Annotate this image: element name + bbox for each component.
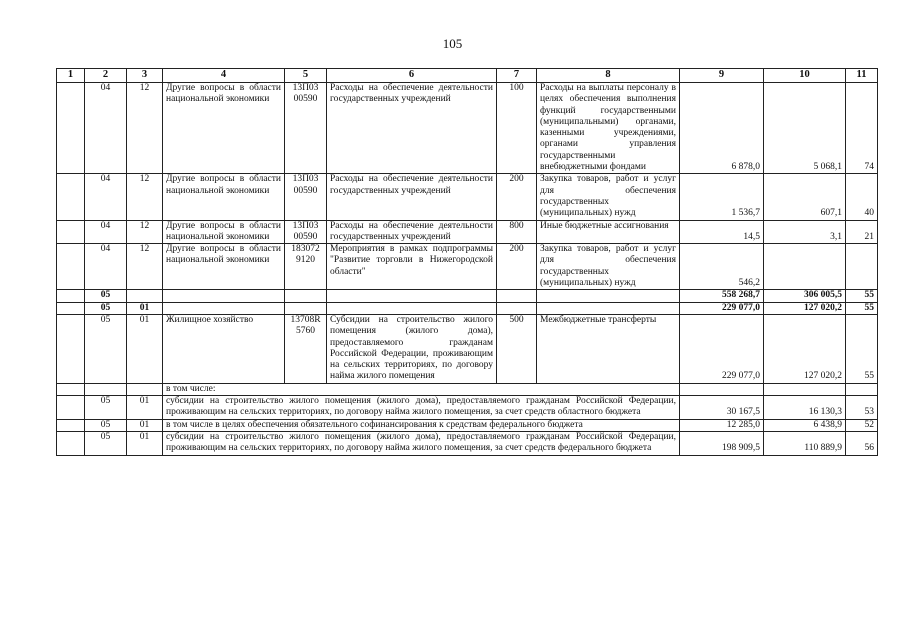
- expense-type-name: Закупка товаров, работ и услуг для обеспечения государственных (муниципальных) нужд: [537, 244, 680, 290]
- percent-executed: 53: [846, 396, 878, 420]
- percent-executed: [846, 244, 878, 290]
- budget-table: [56, 68, 878, 456]
- actual-amount: 6 438,9: [764, 419, 846, 431]
- section-code: 05: [85, 290, 127, 302]
- plan-amount: 546,2: [680, 244, 764, 290]
- target-article-code: 13708R 5760: [285, 314, 327, 383]
- expense-type-name: Иные бюджетные ассигнования: [537, 220, 680, 244]
- plan-amount: 558 268,7: [680, 290, 764, 302]
- subsection-name: Другие вопросы в области национальной экономики: [163, 174, 285, 220]
- section-code: 05: [85, 302, 127, 314]
- actual-amount: 127 020,2: [764, 302, 846, 314]
- expense-type-code: 800: [497, 220, 537, 244]
- column-header: 3: [127, 69, 163, 83]
- target-article-code: 13П03 00590: [285, 174, 327, 220]
- column-header: 7: [497, 69, 537, 83]
- percent-executed: 40: [846, 174, 878, 220]
- actual-amount: 110 889,9: [764, 431, 846, 455]
- subsection-code: 01: [127, 302, 163, 314]
- percent-executed: 55: [846, 302, 878, 314]
- actual-amount: 607,1: [764, 174, 846, 220]
- expense-type-code: 200: [497, 174, 537, 220]
- section-code: 04: [85, 83, 127, 174]
- subsection-code: 01: [127, 396, 163, 420]
- section-code: 04: [85, 174, 127, 220]
- column-header: 1: [57, 69, 85, 83]
- section-code: 05: [85, 396, 127, 420]
- percent-executed: 21: [846, 220, 878, 244]
- percent-executed: 56: [846, 431, 878, 455]
- expense-type-code: 200: [497, 244, 537, 290]
- subsection-name: Другие вопросы в области национальной экономики: [163, 244, 285, 290]
- table-row: [57, 174, 878, 220]
- subsection-code: 01: [127, 314, 163, 383]
- actual-amount: 127 020,2: [764, 314, 846, 383]
- subsection-code: 12: [127, 174, 163, 220]
- table-row: [57, 314, 878, 383]
- table-row: [57, 396, 878, 420]
- column-header: 6: [327, 69, 497, 83]
- expense-type-name: Расходы на выплаты персоналу в целях обеспечения выполнения функций государственными (муниципальными) органами, казенными учреждениями, органами управления государственными внебюджетными фондами: [537, 83, 680, 174]
- target-article-code: 183072 9120: [285, 244, 327, 290]
- subsection-code: 12: [127, 83, 163, 174]
- plan-amount: 229 077,0: [680, 302, 764, 314]
- percent-executed: 74: [846, 83, 878, 174]
- table-row: [57, 244, 878, 290]
- table-row: [57, 220, 878, 244]
- subsection-total-row: [57, 302, 878, 314]
- expense-type-code: 500: [497, 314, 537, 383]
- percent-executed: 55: [846, 314, 878, 383]
- detail-description: субсидии на строительство жилого помещения (жилого дома), предоставляемого гражданам Российской Федерации, проживающим на сельских территориях, по договору найма жилого помещения, за счет средств федерального бюджета: [163, 431, 680, 455]
- subsection-name: Другие вопросы в области национальной экономики: [163, 220, 285, 244]
- subsection-code: 12: [127, 220, 163, 244]
- actual-amount: [764, 244, 846, 290]
- column-header: 8: [537, 69, 680, 83]
- subsection-name: Другие вопросы в области национальной экономики: [163, 83, 285, 174]
- plan-amount: 229 077,0: [680, 314, 764, 383]
- section-code: 04: [85, 220, 127, 244]
- target-article-name: Расходы на обеспечение деятельности государственных учреждений: [327, 83, 497, 174]
- target-article-name: Мероприятия в рамках подпрограммы "Развитие торговли в Нижегородской области": [327, 244, 497, 290]
- subsection-code: 12: [127, 244, 163, 290]
- plan-amount: 198 909,5: [680, 431, 764, 455]
- subsection-code: 01: [127, 431, 163, 455]
- section-code: 04: [85, 244, 127, 290]
- column-number-row: [57, 69, 878, 83]
- target-article-name: Расходы на обеспечение деятельности государственных учреждений: [327, 220, 497, 244]
- target-article-name: Субсидии на строительство жилого помещения (жилого дома), предоставляемого гражданам Российской Федерации, проживающим на сельских территориях, по договору найма жилого помещения: [327, 314, 497, 383]
- target-article-code: 13П03 00590: [285, 83, 327, 174]
- page-number: 105: [442, 36, 463, 51]
- column-header: 4: [163, 69, 285, 83]
- section-total-row: [57, 290, 878, 302]
- plan-amount: 30 167,5: [680, 396, 764, 420]
- column-header: 11: [846, 69, 878, 83]
- table-row: [57, 419, 878, 431]
- column-header: 9: [680, 69, 764, 83]
- section-code: 05: [85, 419, 127, 431]
- plan-amount: 1 536,7: [680, 174, 764, 220]
- column-header: 2: [85, 69, 127, 83]
- column-header: 5: [285, 69, 327, 83]
- plan-amount: 12 285,0: [680, 419, 764, 431]
- including-label: в том числе:: [163, 383, 680, 395]
- actual-amount: 3,1: [764, 220, 846, 244]
- column-header: 10: [764, 69, 846, 83]
- actual-amount: 5 068,1: [764, 83, 846, 174]
- percent-executed: 55: [846, 290, 878, 302]
- table-row: [57, 83, 878, 174]
- target-article-name: Расходы на обеспечение деятельности государственных учреждений: [327, 174, 497, 220]
- section-code: 05: [85, 314, 127, 383]
- detail-description: в том числе в целях обеспечения обязательного софинансирования к средствам федерального бюджета: [163, 419, 680, 431]
- subsection-code: 01: [127, 419, 163, 431]
- plan-amount: 14,5: [680, 220, 764, 244]
- expense-type-code: 100: [497, 83, 537, 174]
- table-row: [57, 431, 878, 455]
- expense-type-name: Межбюджетные трансферты: [537, 314, 680, 383]
- percent-executed: 52: [846, 419, 878, 431]
- actual-amount: 16 130,3: [764, 396, 846, 420]
- including-label-row: [57, 383, 878, 395]
- plan-amount: 6 878,0: [680, 83, 764, 174]
- expense-type-name: Закупка товаров, работ и услуг для обеспечения государственных (муниципальных) нужд: [537, 174, 680, 220]
- actual-amount: 306 005,5: [764, 290, 846, 302]
- detail-description: субсидии на строительство жилого помещения (жилого дома), предоставляемого гражданам Российской Федерации, проживающим на сельских территориях, по договору найма жилого помещения, за счет средств областного бюджета: [163, 396, 680, 420]
- subsection-name: Жилищное хозяйство: [163, 314, 285, 383]
- section-code: 05: [85, 431, 127, 455]
- target-article-code: 13П03 00590: [285, 220, 327, 244]
